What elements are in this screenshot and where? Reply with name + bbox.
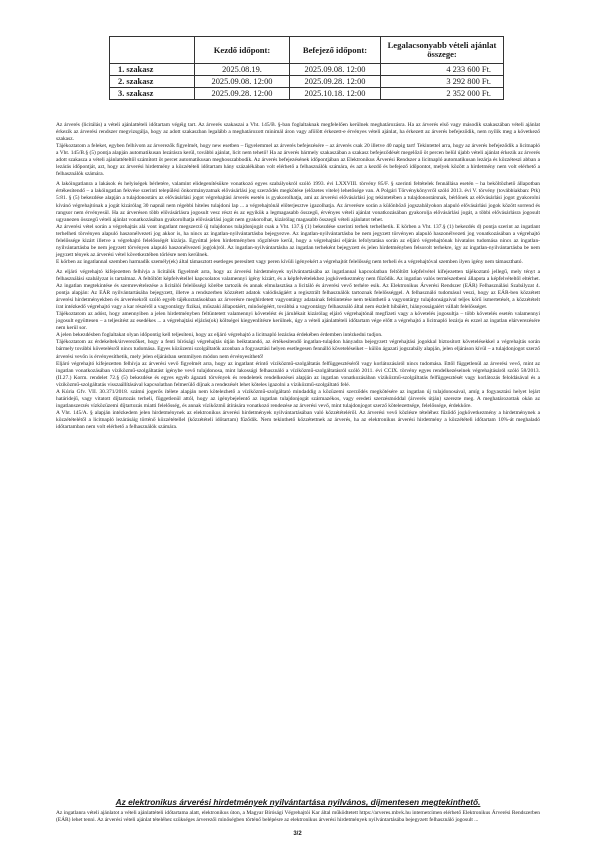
paragraph-duration-notice: Tájékoztatom a feleket, egyben felhívom az árverezők figyelmét, hogy new esetben – figyelemmel az árverés befejezésére – az árverés csak 20 illetve 40 napig tart! Tekintettel arra, hogy az árverés befejeződik a licitnapló a Vht. 145/B.§ (5) pontja alapján automatikusan lezárásra kerül, további ajánlat, licit nem tehető! Ha az árverés bármely szakaszában a szakasz befejeződését megelőző öt percen belül újabb vételi ajánlat érkezik az árverés adott szakasza a vételi ajánlattételtől számított öt percet automatikusan meghosszabbodik. Az árverés befejezésének időpontjában az Elektronikus Árverési Rendszer a licitnapló automatikusan lezárja és közzéteszi abban a lezárás időpontját, azt, hogy az árverési hirdetmény a közzétételi időtartam hány százalékában volt elérhető a felhasználók számára, és azt a kezdő és befejező időpontot, melyek között a hirdetmény nem volt elérhető a felhasználók számára. [56, 143, 540, 178]
end-date: 2025.10.18. 12:00 [290, 88, 381, 100]
phase-label: 2. szakasz [110, 76, 195, 88]
paragraph-encumbrances: Az árverési vétel során a végrehajtás alá vont ingatlant megszerző új tulajdonos tulajdonjogát csak a Vht. 137.§ (1) bekezdése szerinti terhek terhelhetik. E körben a Vht. 137.§ (1) bekezdés d) pontja szerint az ingatlant terhelheti törvényen alapuló haszonélvezeti jog akkor is, ha nincs az ingatlan-nyilvántartásba bejegyezve. Az ingatlan-nyilvántartásba be nem jegyzett törvényen alapuló haszonélvezeti jog vonatkozásában a végrehajtó felelőssége kizárt illetve a végrehajtó felelősségét kizárja. Egyúttal jelen hirdetményben rögzítésre kerül, hogy a végrehajtási eljárás lefolytatása során az eljáró végrehajtónak hivatalos tudomása nincs az ingatlan-nyilvántartásba be nem jegyzett törvényen alapuló haszonélvezeti jog(ok)ról. Az ingatlan-nyilvántartásba az ingatlan terheként bejegyzett és jelen hirdetményben felsorolt terhekre, így az ingatlan-nyilvántartásba be nem jegyzett tények az árverési vétel következtében törlésre nem kerülnek. [56, 223, 540, 258]
table-row [110, 88, 504, 100]
paragraph-photo-disclaimer: Az eljáró végrehajtó kifejezetten felhívja a licitálók figyelmét arra, hogy az árverési hirdetmények nyilvántartásába az ingatlannal kapcsolatban feltöltött képfelvétel kifejezetten tájékoztató jellegű, mely tényt a felhasználási szabályzat is tartalmaz. A feltöltött képfelvétellel kapcsolatos valamennyi igény kizárt, és a képfelvételekhez jogkövetkezmény nem fűződik. Az ingatlan valós természetbeni állapota a képfelvételtől eltérhet. Az ingatlan megtekintése és szemrevételezése a licitálói felelősségi körébe tartozik és annak elmulasztása a licitáló és árverési vevő terhére esik. Az Elektronikus Árverési Rendszer (EÁR) Felhasználási Szabályzat 4. pontja alapján: Az EÁR nyilvántartásába bejegyzett, illetve a rendszerben közzétett adatok valódiságáért a regisztrált felhasználók tartoznak felelősséggel. A felhasználó tudomásul veszi, hogy az EÁR-ben közzétett árverési hirdetményekben és árverésekről szóló egyéb tájékoztatásokban az árverésre meghirdetett vagyontárgy adatainak feltüntetése nem tekinthető a vagyontárgy tulajdonságaival teljes körű ismertetését, a közzétételt írat intézkedő végrehajtó vagy a kar részéről a vagyontárgy fizikai, műszaki állapotáért, minőségéért, továbbá a vagyontárgy felhasználó által nem észlelt hibáiért, hiányosságaiért vállalt felelősséget. [56, 268, 540, 311]
notice-body [56, 122, 540, 431]
min-offer-amount: 4 233 600 Ft. [381, 64, 504, 76]
phase-label: 3. szakasz [110, 88, 195, 100]
paragraph-debtor-notice: Tájékoztatom az adóst, hogy amennyiben a jelen hirdetményben feltüntetett valamennyi követelést és járulékait kizárólag eljáró végrehajtónál megfizeti vagy a követelés jogosultja – több követelés esetén valamennyi jogosult együttesen – a teljesítést az esedékes ... a végrehajtási eljárás(ok) költségei kiegyenlítésre kerülnek, úgy a vételi ajánlattételi időtartam vége előtt a végrehajtó a licitnapló lezárja és ezzel az ingatlan elárverezésére nem kerül sor. [56, 311, 540, 332]
public-registry-heading: Az elektronikus árverési hirdetmények nyilvántartása nyilvános, díjmentesen megtekinthető. [115, 797, 481, 807]
table-row [110, 76, 504, 88]
end-date: 2025.09.28. 12:00 [290, 76, 381, 88]
start-header: Kezdő időpont: [195, 37, 290, 64]
start-date: 2025.09.08. 12:00 [195, 76, 290, 88]
paragraph-water-utility: Eljáró végrehajtó kifejezetten felhívja az árverési vevő figyelmét arra, hogy az ingatlant érintő víziközmű-szolgáltatás felfüggesztéséről vagy korlátozásáról nincs tudomása. Ettől függetlenül az árverési vevő, mint az ingatlan vonatkozásában víziközmű-szolgáltatást igénybe vevő tulajdonosa, mint lakossági felhasználó a víziközmű-szolgáltatásról szóló 2011. évi CCIX. törvény egyes rendelkezéseinek végrehajtásáról szóló 58/2013. (II.27.) Korm. rendelet 72.§ (5) bekezdése és egyes egyéb ágazati törvények és rendeletek rendelkezései alapján az ingatlan vonatkozásában víziközmű-szolgáltatás felfüggesztését vagy korlátozás feloldásával és a víziközmű-szolgáltatás visszaállításával kapcsolatban felmerülő díjnak a rendezését lehet köteles igazolni a víziközmű-szolgáltató felé. [56, 360, 540, 388]
min-offer-amount: 3 292 800 Ft. [381, 76, 504, 88]
phase-header-cell [110, 37, 195, 64]
end-date: 2025.09.08. 12:00 [290, 64, 381, 76]
end-header: Befejező időpont: [290, 37, 381, 64]
paragraph-deadline: A jelen bekezdésben foglaltakat olyan időpontig kell teljesíteni, hogy az eljáró végrehajtó a licitnapló lezárása érdekében érdemben intézkedni tudjon. [56, 332, 383, 339]
min-offer-header: Legalacsonyabb vételi ajánlat összege: [381, 37, 504, 64]
paragraph-third-party-claims: E körben az ingatlannal szemben harmadik személy(ek) által támasztott esetleges peresített vagy peren kívüli igényekért a végrehajtót felelősség nem terheli és a végrehajtóval szemben ilyen igény nem támasztható. [56, 258, 523, 265]
table-header-row [110, 37, 504, 64]
bidding-instructions: Az ingatlanra vételi ajánlatot a vételi ajánlattételi időtartama alatt, elektronikus úton, a Magyar Bírósági Végrehajtói Kar által működtetett https://arveres.mbvk.hu internetcímen elérhető Elektronikus Árverési Rendszerben (EÁR) lehet tenni. Az árverési vételi ajánlat tételéhez szükséges árverezői minőségben történő belépésre az elektronikus árverési hirdetmények nyilvántartásába bejegyzett felhasználó jogosult ... [56, 810, 540, 824]
paragraph-publication: A Vht. 145/A. § alapján intézkedem jelen hirdetménynek az elektronikus árverési hirdetmények nyilvántartásában való közzétételéről. Az árverési vevő közlésre tételéhez fűződő jogkövetkezmény a hirdetménynek a közzétételétől a licitnapló lezárásáig történő közzététellel (közzétételi időtartam) fűződik. Nem tekinthető közzétettnek az árverés, ha az elektronikus árverési hirdetmény a közzétételi időtartam 10%-át meghaladó időtartamban nem volt elérhető a felhasználók számára. [56, 409, 540, 430]
page-number: 3/2 [293, 831, 302, 837]
paragraph-auction-phases: Az árverés (licitálás) a vételi ajánlattételi időtartam végéig tart. Az árverés szakaszai a Vht. 145/B. §-ban foglaltaknak megfelelően kerülnek meghatározásra. Ha az árverés első vagy második szakaszában vételi ajánlat érkezik az árverési rendszer megvizsgálja, hogy az adott szakaszban legalább a meghatározott minimál áron vagy afölött érkezett-e érvényes vételi ajánlat, ha érkezett az árverés befejeződik, nem nyílik meg a következő szakasz. [56, 122, 540, 143]
paragraph-kuria-ruling: A Kúria Gfv. VII. 30.371/2018. számú jogerős ítélete alapján nem kötelezhető a víziközmű-szolgáltató mindaddig a közüzemi szerződés megkötésére az ingatlan új tulajdonosával, amíg a fogyasztási helyet lejárt határidejű, vagy vitatott díjtartozás terheli, függetlenül attól, hogy az igénybejelentő az ingatlan tulajdonjogát származékos, vagy eredeti szerzésmóddal (árverés útján) szerezte meg. A meghatározottak okán az ingatlanszerzés vízközüzemi díjtartozás miatti felelősség, és annak víziközmű átírására vonatkozó rendezése az árverési vevő, mint tulajdonjogot szerző kötelezettsége, felelőssége, érdekköre. [56, 388, 540, 409]
paragraph-preemption-rights: A lakóingatlanra a lakások és helyiségek bérletére, valamint elidegenítésükre vonatkozó egyes szabályokról szóló 1993. évi LXXVIII. törvény 85/F. § szerinti feltételek fennállása esetén – ha beköltözhető állapotban értékesítendő – a lakóingatlan fekvése szerinti települési önkormányzatnak elővásárlási jog szerződés megkötése (előzetes vitele) lehetősége van. A Polgári Törvénykönyvről szóló 2013. évi V. törvény (továbbiakban: Ptk) 5:81. § (5) bekezdése alapján a tulajdonostárs az elővásárlási jogot végrehajtási árverés esetén is gyakorolhatja, ami az árverési elővásárlási jog tekintetében a tulajdonostársnak, bérlőnek az elővásárlási jogot gyakorolni kívánó végrehajtónak a jogát kizárólag 30 napnál nem régebbi hiteles tulajdoni lap ... a végrehajtónál előterjesztve igazolhatja. Az árverésre során a különböző jogszabályokon alapuló elővásárlási jogok között sorrend és rangsor nem érvényesül. Ha az árverésen több elővásárlásra jogosult vesz részt és az egyikük a legmagasabb összegű, érvényes vételi ajánlat vonatkozásában gyakorolja elővásárlási jogát, a többi elővásárlásra jogosult ugyanezen összegű vételi ajánlat vonatkozásában gyakorolhatja elővásárlási jogát nem gyakorolhat, kizárólag magasabb összegű vételi ajánlatot tehet. [56, 181, 540, 223]
start-date: 2025.09.28. 12:00 [195, 88, 290, 100]
paragraph-utility-debts: Tájékoztatom az érdekeltek/árverezőket, hogy a fenti bírósági végrehajtás útján beiktatandó, az értékesítendő ingatlan-tulajdon hányadra bejegyzett végrehajtási jogokkal biztosított követelésekkel a végrehajtás során bármely további követelésről nincs tudomása. Egyes közüzemi szolgáltatók azonban a fogyasztási helyen esetlegesen fennálló követeléseiket – külön ágazati jogszabály alapján, jelen eljáráson kívül – a tulajdonjogot szerző árverési vevőn is érvényesíthetik, mely jelen eljárásban semmilyen módon nem érvényesíthető! [56, 339, 540, 360]
phase-label: 1. szakasz [110, 64, 195, 76]
table-row [110, 64, 504, 76]
min-offer-amount: 2 352 000 Ft. [381, 88, 504, 100]
auction-phases-table [109, 36, 504, 100]
start-date: 2025.08.19. [195, 64, 290, 76]
